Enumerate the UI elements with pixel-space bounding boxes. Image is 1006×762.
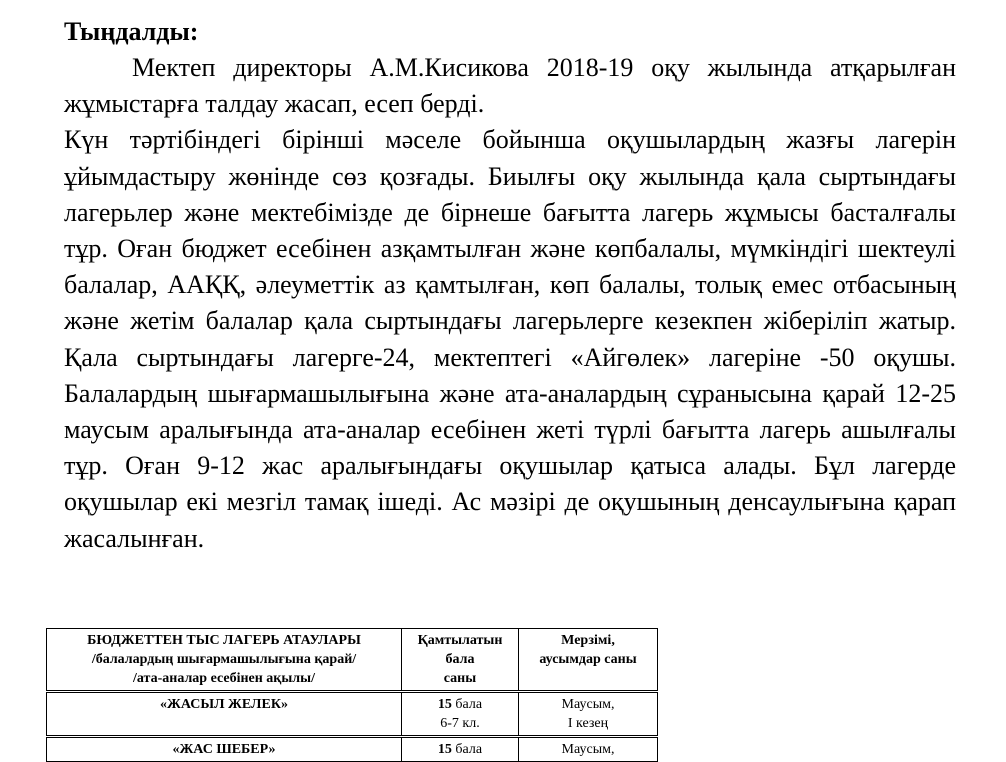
- header-period-line2: аусымдар саны: [539, 652, 637, 667]
- header-children-count-line2: бала: [445, 652, 475, 667]
- camp-period: [519, 692, 658, 737]
- camp-children-unit: бала: [455, 697, 483, 712]
- camp-period-shift: І кезең: [567, 716, 609, 731]
- table-row: [47, 737, 658, 762]
- paragraph-report: Мектеп директоры А.М.Кисикова 2018-19 оқу жылында атқарылған жұмыстарға талдау жасап, есеп берді.: [64, 53, 956, 119]
- document-body: [64, 14, 956, 557]
- camp-period-month: Маусым,: [561, 697, 615, 712]
- camp-children-unit: бала: [455, 742, 483, 757]
- camp-period: [519, 737, 658, 762]
- header-camp-names-line3: /ата-аналар есебінен ақылы/: [133, 671, 315, 686]
- header-children-count-line3: саны: [443, 671, 477, 686]
- table-row: [47, 692, 658, 737]
- camp-name: «ЖАСЫЛ ЖЕЛЕК»: [47, 692, 402, 737]
- header-camp-names-line2: /балалардың шығармашылығына қарай/: [91, 652, 357, 667]
- header-children-count-line1: Қамтылатын: [417, 633, 503, 648]
- camps-table: [46, 628, 658, 762]
- camp-name: «ЖАС ШЕБЕР»: [47, 737, 402, 762]
- camp-children-number: 15: [437, 742, 452, 757]
- header-children-count: [402, 629, 519, 692]
- camp-children-number: 15: [437, 697, 452, 712]
- header-camp-names-line1: БЮДЖЕТТЕН ТЫС ЛАГЕРЬ АТАУЛАРЫ: [87, 633, 361, 648]
- header-period: [519, 629, 658, 692]
- header-camp-names: [47, 629, 402, 692]
- section-heading: Тыңдалды:: [64, 17, 199, 46]
- camp-period-month: Маусым,: [561, 742, 615, 757]
- header-period-line1: Мерзімі,: [561, 633, 615, 648]
- table-header-row: [47, 629, 658, 692]
- camp-children-count: [402, 737, 519, 762]
- camp-children-grade: 6-7 кл.: [440, 716, 480, 731]
- camp-children-count: [402, 692, 519, 737]
- paragraph-summer-camp: Күн тәртібіндегі бірінші мәселе бойынша оқушылардың жазғы лагерін ұйымдастыру жөнінде сөз қозғады. Биылғы оқу жылында қала сыртындағы лагерьлер және мектебімізде де бірнеше бағытта лагерь жұмысы басталғалы тұр. Оған бюджет есебінен азқамтылған және көпбалалы, мүмкіндігі шектеулі балалар, ААҚҚ, әлеуметтік аз қамтылған, көп балалы, толық емес отбасының және жетім балалар қала сыртындағы лагерьлерге кезекпен жіберіліп жатыр. Қала сыртындағы лагерге-24, мектептегі «Айгөлек» лагеріне -50 оқушы. Балалардың шығармашылығына және ата-аналардың сұранысына қарай 12-25 маусым аралығында ата-аналар есебінен жеті түрлі бағытта лагерь ашылғалы тұр. Оған 9-12 жас аралығындағы оқушылар қатыса алады. Бұл лагерде оқушылар екі мезгіл тамақ ішеді. Ас мәзірі де оқушының денсаулығына қарап жасалынған.: [64, 125, 956, 553]
